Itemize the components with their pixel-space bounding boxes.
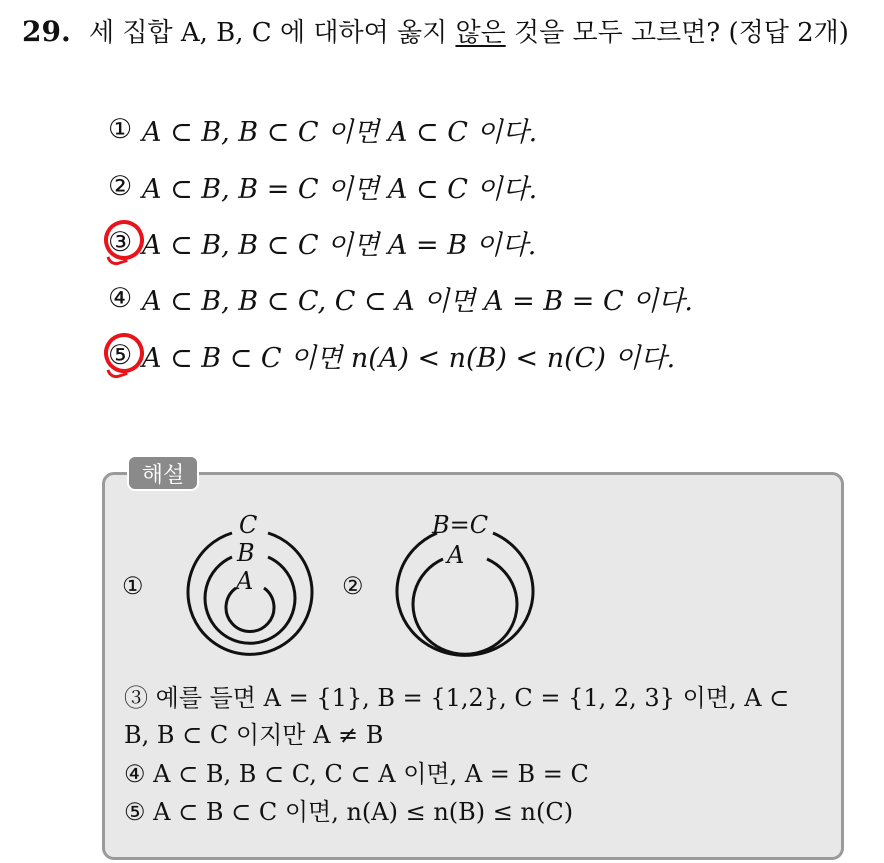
choice-5-mark: ⑤ bbox=[108, 340, 133, 371]
choice-5-text: A ⊂ B ⊂ C 이면 n(A) < n(B) < n(C) 이다. bbox=[142, 343, 676, 374]
diagram-1-label-b: B bbox=[237, 539, 255, 567]
diagram-2-mark: ② bbox=[342, 572, 364, 600]
choice-4-text: A ⊂ B, B ⊂ C, C ⊂ A 이면 A = B = C 이다. bbox=[142, 286, 693, 317]
explanation-line-5: ⑤ A ⊂ B ⊂ C 이면, n(A) ≤ n(B) ≤ n(C) bbox=[124, 798, 574, 826]
choice-4[interactable] bbox=[108, 279, 693, 318]
diagram-1-mark: ① bbox=[122, 572, 144, 600]
set-bc-circle bbox=[397, 533, 533, 655]
explanation-line-3b: B, B ⊂ C 이지만 A ≠ B bbox=[124, 721, 384, 749]
choice-2-mark: ② bbox=[108, 171, 133, 202]
explanation-line-4: ④ A ⊂ B, B ⊂ C, C ⊂ A 이면, A = B = C bbox=[124, 760, 589, 788]
question-text-after: 것을 모두 고르면? (정답 2개) bbox=[505, 18, 849, 48]
choice-1-text: A ⊂ B, B ⊂ C 이면 A ⊂ C 이다. bbox=[142, 117, 538, 148]
choice-3-mark: ③ bbox=[108, 227, 133, 258]
choice-5[interactable] bbox=[108, 336, 675, 375]
choice-4-mark: ④ bbox=[108, 283, 133, 314]
question-underlined-word: 않은 bbox=[455, 18, 506, 48]
choice-1-mark: ① bbox=[108, 114, 133, 145]
question-text-before: 세 집합 A, B, C 에 대하여 옳지 bbox=[88, 18, 456, 48]
diagram-1-label-a: A bbox=[236, 567, 254, 595]
set-a-circle bbox=[413, 559, 517, 654]
diagram-2-label-bc: B=C bbox=[432, 511, 489, 539]
explanation-line-3a: ③ 예를 들면 A = {1}, B = {1,2}, C = {1, 2, 3} 이면, A ⊂ bbox=[124, 684, 790, 712]
choice-1[interactable] bbox=[108, 110, 537, 149]
explanation-tag: 해설 bbox=[127, 455, 199, 491]
question-number: 29. bbox=[22, 15, 71, 48]
question-stem bbox=[22, 12, 849, 49]
choice-2-text: A ⊂ B, B = C 이면 A ⊂ C 이다. bbox=[142, 174, 538, 205]
diagram-2-label-a: A bbox=[447, 541, 465, 569]
diagram-1-label-c: C bbox=[239, 511, 258, 539]
choice-3[interactable] bbox=[108, 223, 536, 262]
choice-3-text: A ⊂ B, B ⊂ C 이면 A = B 이다. bbox=[142, 230, 537, 261]
choice-2[interactable] bbox=[108, 167, 537, 206]
